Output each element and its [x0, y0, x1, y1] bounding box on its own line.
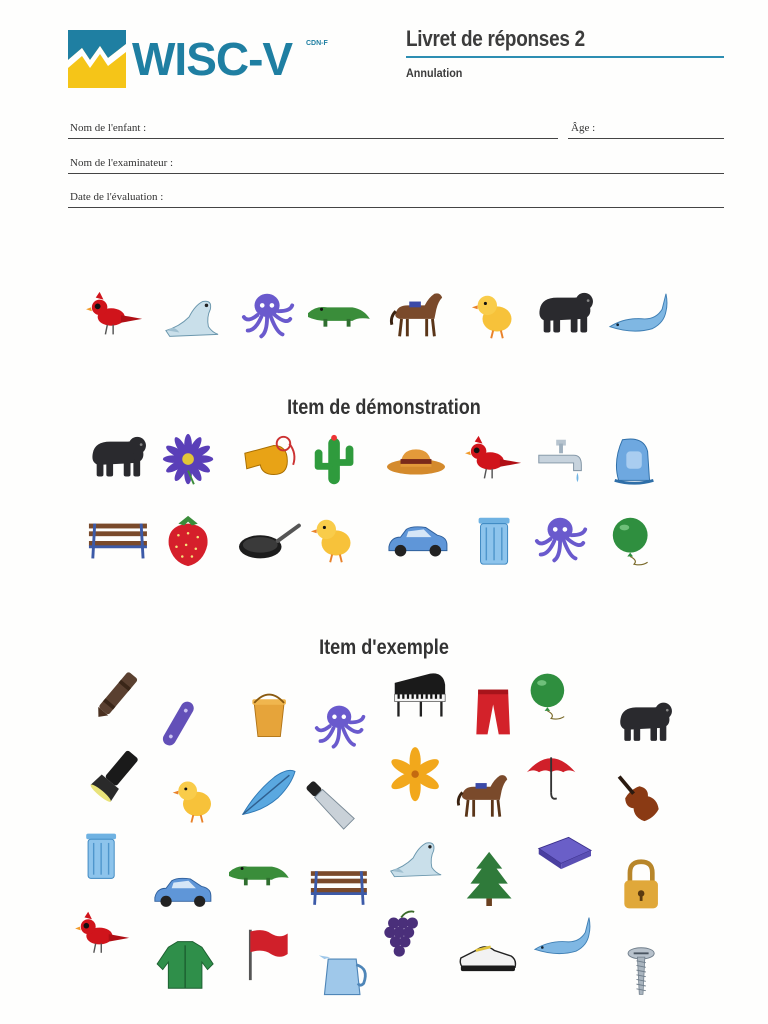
car-icon[interactable]	[150, 864, 212, 920]
logo-text: WISC-V	[132, 33, 293, 85]
seal-icon[interactable]	[384, 830, 446, 886]
chick-icon[interactable]	[304, 512, 368, 570]
violin-icon[interactable]	[608, 770, 670, 826]
child-name-field[interactable]	[68, 138, 558, 139]
book-icon[interactable]	[532, 828, 594, 884]
bench-icon[interactable]	[306, 860, 368, 916]
bear-icon[interactable]	[530, 288, 596, 346]
screw-icon[interactable]	[612, 944, 674, 1000]
saw-icon[interactable]	[300, 776, 362, 832]
flashlight-icon[interactable]	[86, 748, 148, 804]
booklet-title: Livret de réponses 2	[406, 26, 585, 51]
sample-title: Item d'exemple	[319, 636, 449, 659]
piano-icon[interactable]	[388, 668, 450, 724]
wisc-logo	[68, 30, 338, 90]
cardinal-icon[interactable]	[464, 432, 528, 490]
jacket-icon[interactable]	[156, 936, 218, 992]
horse-icon[interactable]	[452, 770, 514, 826]
seal-icon[interactable]	[158, 288, 224, 346]
logo-mark-icon	[68, 30, 126, 88]
feather-icon[interactable]	[236, 764, 298, 820]
whale-icon[interactable]	[604, 288, 670, 346]
balloon-icon[interactable]	[604, 512, 668, 570]
whistle-icon[interactable]	[236, 432, 300, 490]
horse-icon[interactable]	[384, 288, 450, 346]
demonstration-title: Item de démonstration	[287, 396, 481, 419]
pants-icon[interactable]	[464, 684, 526, 740]
cardinal-icon[interactable]	[74, 908, 136, 964]
strawberry-icon[interactable]	[158, 512, 222, 570]
octopus-icon[interactable]	[236, 288, 302, 346]
pitcher-icon[interactable]	[314, 946, 376, 1002]
chick-icon[interactable]	[166, 774, 228, 830]
examiner-name-label: Nom de l'examinateur :	[70, 157, 174, 169]
evaluation-date-field[interactable]	[68, 207, 724, 208]
octopus-icon[interactable]	[530, 512, 594, 570]
trash-can-icon[interactable]	[72, 828, 134, 884]
bear-icon[interactable]	[84, 432, 148, 490]
trash-can-icon[interactable]	[464, 512, 528, 570]
logo-superscript: CDN-F	[306, 40, 328, 47]
examiner-name-field[interactable]	[68, 173, 724, 174]
chick-icon[interactable]	[464, 288, 530, 346]
sneaker-icon[interactable]	[456, 930, 518, 986]
subtest-name: Annulation	[406, 66, 463, 80]
cactus-icon[interactable]	[304, 432, 368, 490]
title-divider	[406, 56, 724, 58]
grapes-icon[interactable]	[372, 910, 434, 966]
age-field[interactable]	[568, 138, 724, 139]
whale-icon[interactable]	[530, 912, 592, 968]
crayon-icon[interactable]	[88, 668, 150, 724]
tree-icon[interactable]	[460, 850, 522, 906]
age-label: Âge :	[571, 122, 596, 134]
flower-icon[interactable]	[158, 432, 222, 490]
lily-icon[interactable]	[386, 748, 448, 804]
umbrella-icon[interactable]	[522, 748, 584, 804]
crocodile-icon[interactable]	[304, 288, 370, 346]
balloon-icon[interactable]	[522, 668, 584, 724]
octopus-icon[interactable]	[310, 700, 372, 756]
child-name-label: Nom de l'enfant :	[70, 122, 147, 134]
faucet-icon[interactable]	[530, 432, 594, 490]
car-seat-icon[interactable]	[604, 432, 668, 490]
car-icon[interactable]	[384, 512, 448, 570]
evaluation-date-label: Date de l'évaluation :	[70, 191, 164, 203]
bench-icon[interactable]	[84, 512, 148, 570]
skateboard-icon[interactable]	[150, 696, 212, 752]
flag-icon[interactable]	[238, 926, 300, 982]
crocodile-icon[interactable]	[226, 848, 288, 904]
frying-pan-icon[interactable]	[236, 512, 300, 570]
padlock-icon[interactable]	[612, 858, 674, 914]
cardinal-icon[interactable]	[84, 288, 150, 346]
bear-icon[interactable]	[612, 698, 674, 754]
bucket-icon[interactable]	[240, 688, 302, 744]
hat-icon[interactable]	[384, 432, 448, 490]
